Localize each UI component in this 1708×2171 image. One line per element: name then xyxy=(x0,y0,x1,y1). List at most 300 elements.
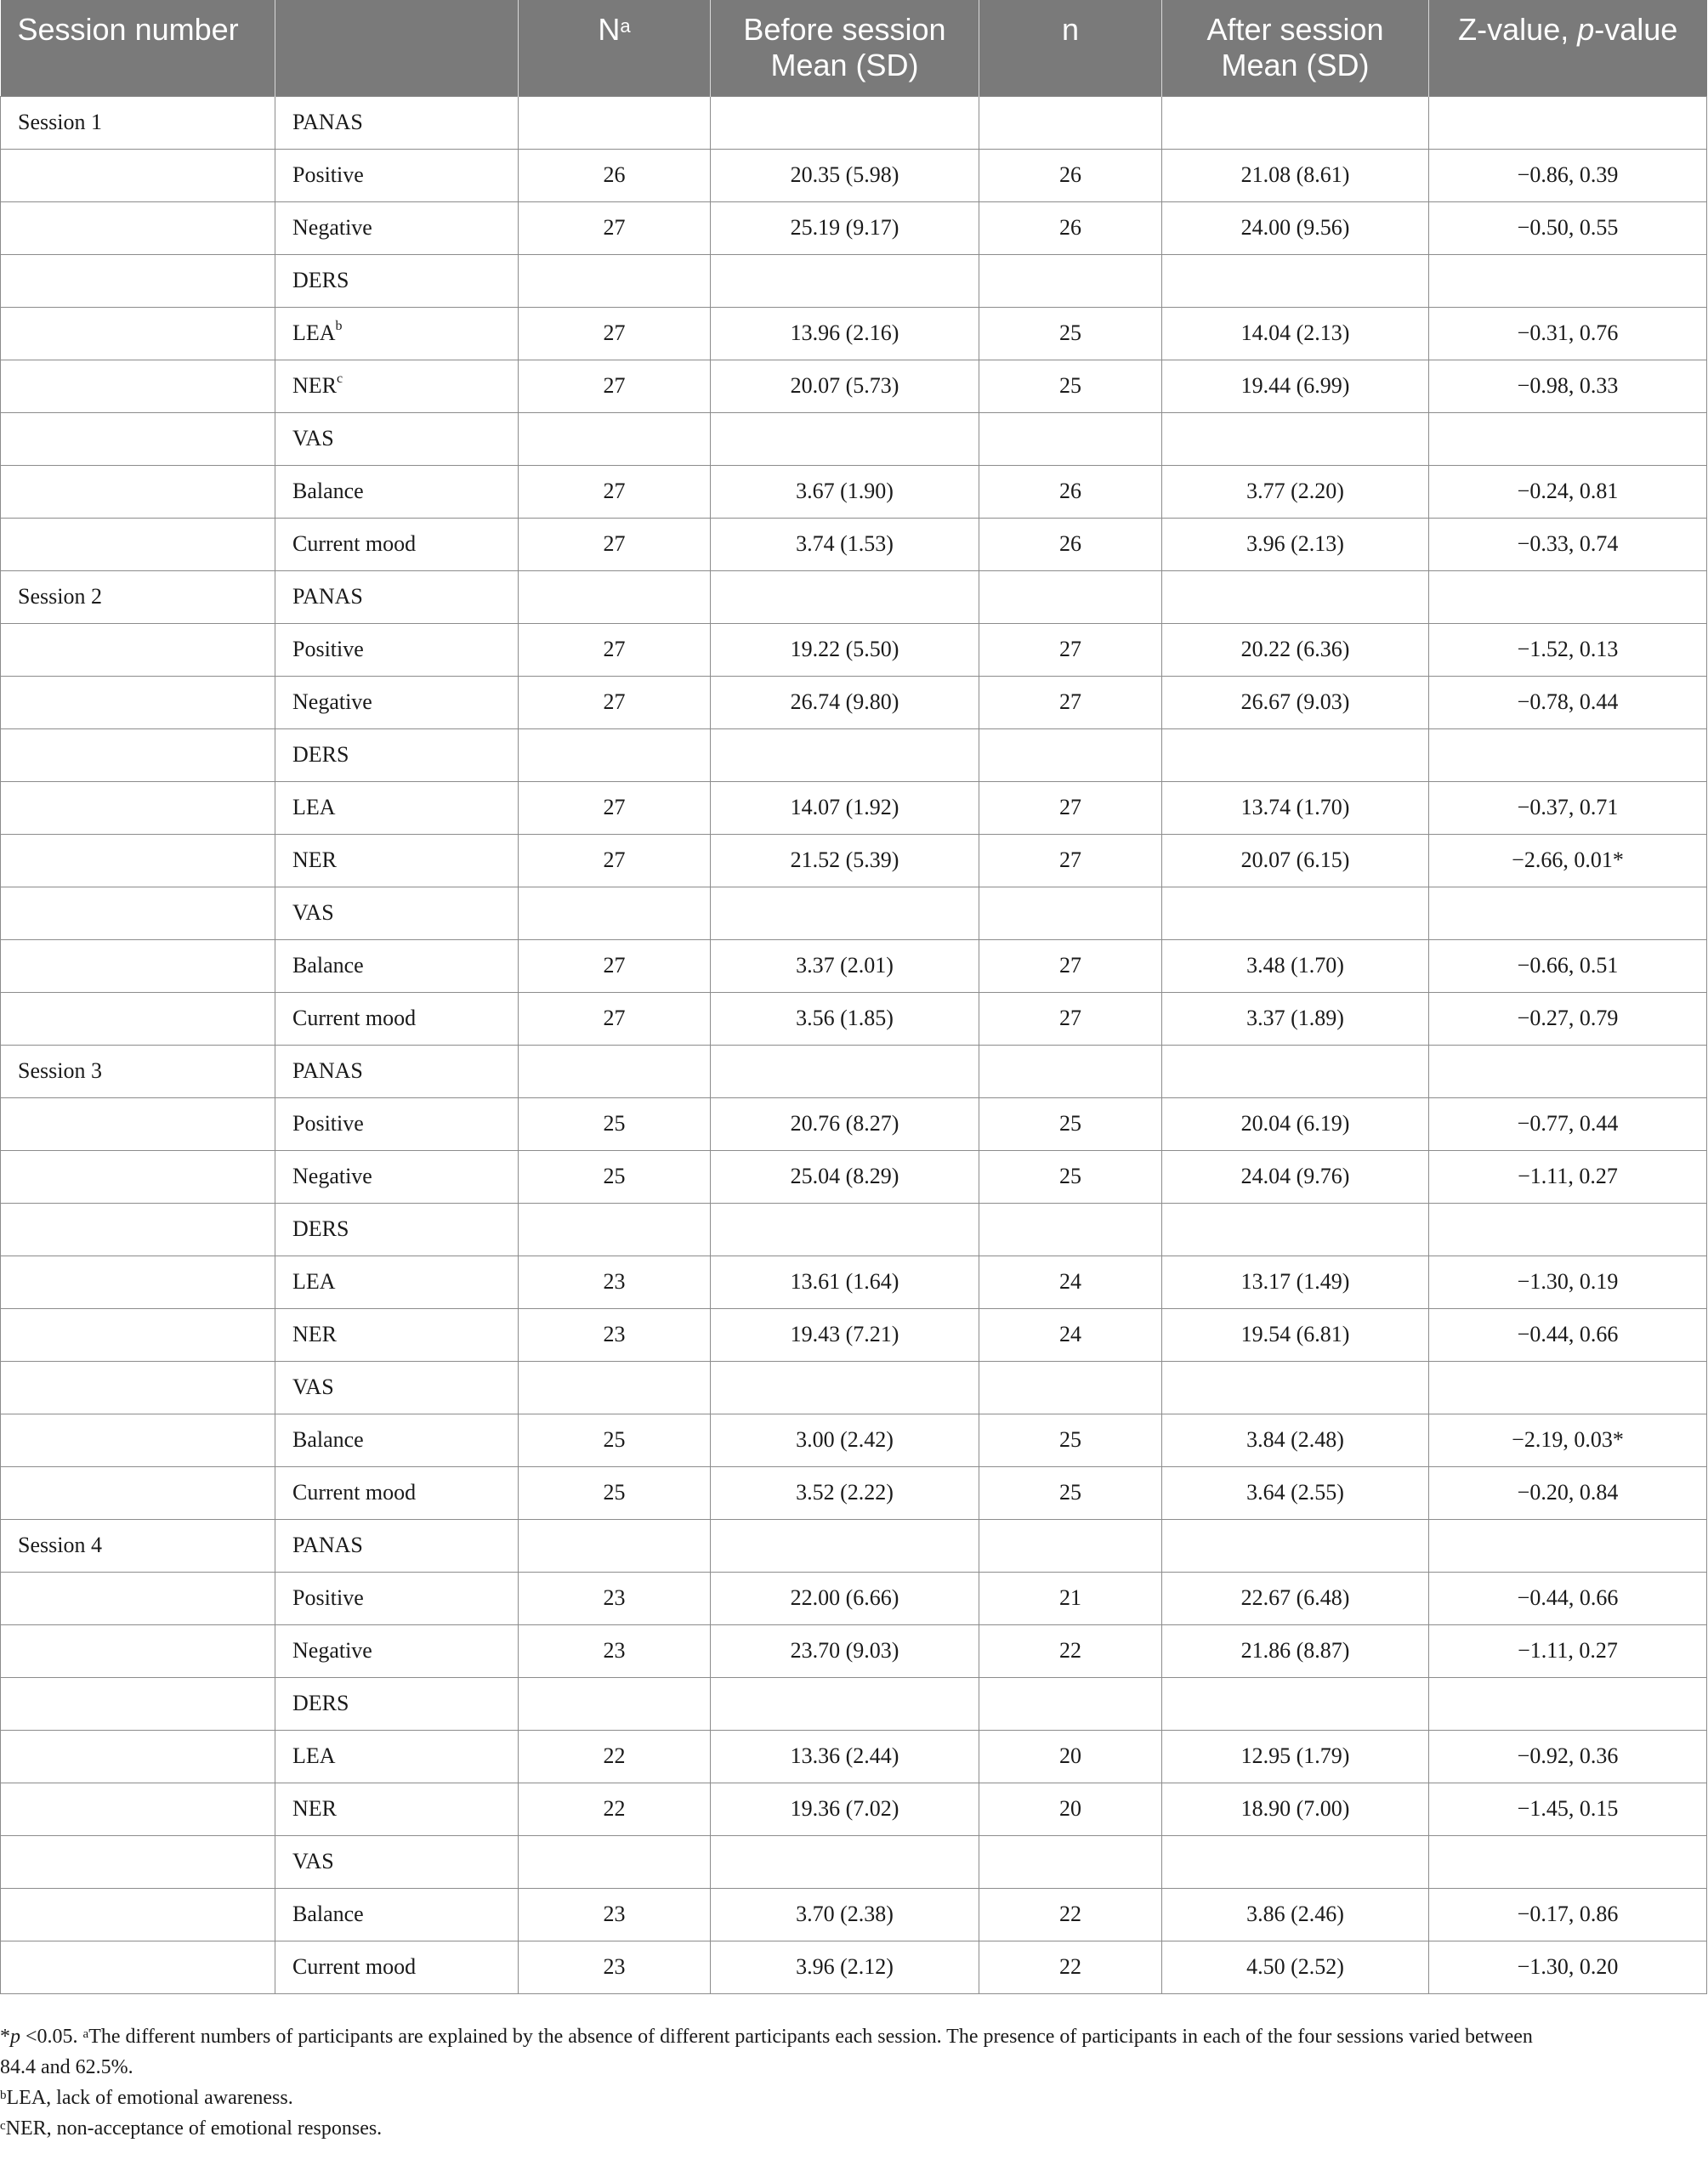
cell-measure xyxy=(275,1835,519,1888)
cell-measure-text: Balance xyxy=(292,1427,364,1452)
cell-N xyxy=(519,1519,711,1572)
cell-n-text: 27 xyxy=(1059,847,1081,872)
cell-n-text: 27 xyxy=(1059,953,1081,978)
cell-measure xyxy=(275,834,519,887)
cell-before-mean-sd xyxy=(711,728,979,781)
table-row xyxy=(1,1097,1707,1150)
cell-z-p-value xyxy=(1429,887,1707,939)
cell-measure xyxy=(275,201,519,254)
cell-N-text: 23 xyxy=(603,1638,626,1663)
measure-footnote-mark: b xyxy=(335,319,343,333)
cell-n xyxy=(979,1203,1162,1256)
cell-N xyxy=(519,307,711,360)
cell-N-text: 25 xyxy=(603,1480,626,1505)
cell-z-p-value-text: −0.20, 0.84 xyxy=(1517,1480,1619,1505)
table-row xyxy=(1,623,1707,676)
cell-measure xyxy=(275,570,519,623)
cell-after-mean-sd xyxy=(1162,1835,1429,1888)
cell-N xyxy=(519,1097,711,1150)
footnote-a-continued xyxy=(0,2052,1708,2083)
cell-z-p-value-text: −0.37, 0.71 xyxy=(1517,795,1619,819)
cell-n xyxy=(979,149,1162,201)
cell-after-mean-sd xyxy=(1162,1624,1429,1677)
cell-before-mean-sd xyxy=(711,939,979,992)
cell-before-mean-sd-text: 3.74 (1.53) xyxy=(796,531,894,556)
cell-z-p-value-text: −0.44, 0.66 xyxy=(1517,1322,1619,1346)
cell-n xyxy=(979,1888,1162,1941)
cell-z-p-value xyxy=(1429,1783,1707,1835)
cell-measure-text: VAS xyxy=(292,1849,334,1873)
cell-session xyxy=(1,360,275,412)
header-n-label: n xyxy=(1061,12,1080,47)
cell-N xyxy=(519,1624,711,1677)
cell-before-mean-sd-text: 3.00 (2.42) xyxy=(796,1427,894,1452)
cell-z-p-value xyxy=(1429,96,1707,149)
cell-N xyxy=(519,1414,711,1466)
footnote-a-text: The different numbers of participants are explained by the absence of different participants each session. The presence of participants in each of the four sessions varied between xyxy=(88,2026,1533,2048)
header-session-number-label: Session number xyxy=(17,12,239,47)
cell-measure xyxy=(275,1256,519,1308)
cell-session xyxy=(1,887,275,939)
cell-measure xyxy=(275,728,519,781)
cell-measure-text: LEA xyxy=(292,795,336,819)
cell-measure-text: PANAS xyxy=(292,110,363,134)
cell-after-mean-sd-text: 12.95 (1.79) xyxy=(1240,1743,1350,1768)
cell-z-p-value xyxy=(1429,1361,1707,1414)
cell-after-mean-sd xyxy=(1162,1256,1429,1308)
table-row xyxy=(1,1414,1707,1466)
cell-measure xyxy=(275,1783,519,1835)
cell-session xyxy=(1,1256,275,1308)
cell-after-mean-sd xyxy=(1162,1466,1429,1519)
cell-before-mean-sd-text: 20.76 (8.27) xyxy=(790,1111,899,1136)
cell-before-mean-sd xyxy=(711,1308,979,1361)
cell-n-text: 27 xyxy=(1059,1006,1081,1030)
cell-measure-text: Balance xyxy=(292,479,364,503)
cell-z-p-value-text: −0.86, 0.39 xyxy=(1517,162,1619,187)
cell-before-mean-sd xyxy=(711,465,979,518)
cell-z-p-value xyxy=(1429,1150,1707,1203)
cell-before-mean-sd-text: 3.52 (2.22) xyxy=(796,1480,894,1505)
cell-n xyxy=(979,254,1162,307)
cell-before-mean-sd-text: 19.22 (5.50) xyxy=(790,637,899,661)
cell-z-p-value xyxy=(1429,1677,1707,1730)
cell-N xyxy=(519,360,711,412)
cell-after-mean-sd xyxy=(1162,1045,1429,1097)
cell-before-mean-sd-text: 20.07 (5.73) xyxy=(790,373,899,398)
cell-before-mean-sd xyxy=(711,1730,979,1783)
cell-N xyxy=(519,465,711,518)
cell-before-mean-sd-text: 25.19 (9.17) xyxy=(790,215,899,240)
cell-N xyxy=(519,1783,711,1835)
cell-n xyxy=(979,728,1162,781)
cell-n xyxy=(979,201,1162,254)
cell-before-mean-sd xyxy=(711,1783,979,1835)
cell-N-text: 27 xyxy=(603,795,626,819)
cell-before-mean-sd xyxy=(711,96,979,149)
table-row xyxy=(1,1150,1707,1203)
cell-N xyxy=(519,1572,711,1624)
table-row xyxy=(1,1308,1707,1361)
cell-N xyxy=(519,992,711,1045)
cell-session xyxy=(1,96,275,149)
cell-session xyxy=(1,1888,275,1941)
cell-before-mean-sd-text: 20.35 (5.98) xyxy=(790,162,899,187)
cell-measure-text: Negative xyxy=(292,1164,372,1188)
cell-before-mean-sd-text: 25.04 (8.29) xyxy=(790,1164,899,1188)
cell-z-p-value xyxy=(1429,623,1707,676)
cell-n xyxy=(979,834,1162,887)
cell-z-p-value xyxy=(1429,360,1707,412)
cell-n-text: 26 xyxy=(1059,531,1081,556)
cell-before-mean-sd xyxy=(711,1888,979,1941)
cell-n-text: 27 xyxy=(1059,795,1081,819)
cell-after-mean-sd xyxy=(1162,623,1429,676)
cell-measure xyxy=(275,887,519,939)
footnote-b-text: LEA, lack of emotional awareness. xyxy=(6,2087,293,2109)
cell-before-mean-sd-text: 3.70 (2.38) xyxy=(796,1902,894,1926)
cell-session xyxy=(1,1308,275,1361)
cell-after-mean-sd-text: 22.67 (6.48) xyxy=(1240,1585,1350,1610)
table-row xyxy=(1,1783,1707,1835)
cell-measure-text: PANAS xyxy=(292,1058,363,1083)
cell-after-mean-sd-text: 14.04 (2.13) xyxy=(1240,320,1350,345)
cell-after-mean-sd-text: 3.86 (2.46) xyxy=(1246,1902,1344,1926)
cell-after-mean-sd xyxy=(1162,96,1429,149)
cell-measure xyxy=(275,939,519,992)
footnote-b xyxy=(0,2083,1708,2113)
cell-after-mean-sd-text: 24.04 (9.76) xyxy=(1240,1164,1350,1188)
cell-n-text: 25 xyxy=(1059,320,1081,345)
cell-N-text: 27 xyxy=(603,479,626,503)
cell-session xyxy=(1,1730,275,1783)
table-row xyxy=(1,149,1707,201)
cell-before-mean-sd-text: 3.37 (2.01) xyxy=(796,953,894,978)
cell-z-p-value xyxy=(1429,307,1707,360)
cell-measure-text: PANAS xyxy=(292,1533,363,1557)
table-body xyxy=(1,96,1707,1993)
cell-N xyxy=(519,1466,711,1519)
cell-before-mean-sd-text: 3.56 (1.85) xyxy=(796,1006,894,1030)
cell-before-mean-sd xyxy=(711,1361,979,1414)
cell-z-p-value-text: −0.44, 0.66 xyxy=(1517,1585,1619,1610)
cell-n xyxy=(979,939,1162,992)
cell-before-mean-sd xyxy=(711,887,979,939)
cell-before-mean-sd xyxy=(711,1045,979,1097)
cell-z-p-value-text: −1.30, 0.20 xyxy=(1517,1954,1619,1979)
cell-session xyxy=(1,1677,275,1730)
cell-measure xyxy=(275,1888,519,1941)
cell-measure xyxy=(275,1097,519,1150)
cell-measure-text: LEA xyxy=(292,1269,336,1294)
cell-measure-text: DERS xyxy=(292,1691,349,1715)
cell-N xyxy=(519,781,711,834)
cell-z-p-value-text: −0.98, 0.33 xyxy=(1517,373,1619,398)
table-row xyxy=(1,1045,1707,1097)
cell-measure-text: Positive xyxy=(292,1585,364,1610)
cell-session-text: Session 3 xyxy=(18,1058,102,1083)
cell-before-mean-sd-text: 19.43 (7.21) xyxy=(790,1322,899,1346)
cell-before-mean-sd xyxy=(711,201,979,254)
cell-z-p-value xyxy=(1429,1519,1707,1572)
cell-measure-text: LEA xyxy=(292,1743,336,1768)
cell-measure-text: Positive xyxy=(292,162,364,187)
cell-N xyxy=(519,570,711,623)
cell-N-text: 25 xyxy=(603,1111,626,1136)
cell-N-text: 27 xyxy=(603,373,626,398)
table-row xyxy=(1,887,1707,939)
cell-after-mean-sd xyxy=(1162,1730,1429,1783)
cell-n xyxy=(979,360,1162,412)
cell-after-mean-sd xyxy=(1162,1888,1429,1941)
footnote-p: p xyxy=(10,2026,20,2048)
cell-z-p-value-text: −0.66, 0.51 xyxy=(1517,953,1619,978)
cell-session xyxy=(1,149,275,201)
cell-n xyxy=(979,1150,1162,1203)
table-row xyxy=(1,412,1707,465)
cell-n xyxy=(979,1308,1162,1361)
cell-N-text: 27 xyxy=(603,320,626,345)
cell-measure xyxy=(275,1414,519,1466)
table-row xyxy=(1,201,1707,254)
cell-after-mean-sd-text: 20.22 (6.36) xyxy=(1240,637,1350,661)
footnote-a-text-2: 84.4 and 62.5%. xyxy=(0,2056,133,2078)
cell-before-mean-sd xyxy=(711,1466,979,1519)
header-row xyxy=(1,0,1707,96)
footnote-a-mark: a xyxy=(82,2027,89,2041)
cell-before-mean-sd xyxy=(711,570,979,623)
cell-measure xyxy=(275,781,519,834)
cell-n-text: 25 xyxy=(1059,1480,1081,1505)
cell-before-mean-sd xyxy=(711,307,979,360)
table-row xyxy=(1,518,1707,570)
cell-measure xyxy=(275,1361,519,1414)
cell-measure-text: NER xyxy=(292,1796,337,1821)
cell-measure xyxy=(275,96,519,149)
cell-n xyxy=(979,1466,1162,1519)
cell-measure xyxy=(275,518,519,570)
cell-N xyxy=(519,1888,711,1941)
footnote-c xyxy=(0,2113,1708,2144)
cell-after-mean-sd xyxy=(1162,1941,1429,1993)
cell-measure xyxy=(275,465,519,518)
cell-z-p-value-text: −0.33, 0.74 xyxy=(1517,531,1619,556)
cell-session xyxy=(1,518,275,570)
cell-measure xyxy=(275,1730,519,1783)
header-z-suffix: -value xyxy=(1594,12,1678,47)
cell-session xyxy=(1,570,275,623)
cell-N xyxy=(519,1730,711,1783)
cell-after-mean-sd xyxy=(1162,728,1429,781)
cell-N xyxy=(519,676,711,728)
cell-N-text: 27 xyxy=(603,1006,626,1030)
cell-N xyxy=(519,939,711,992)
cell-session xyxy=(1,1941,275,1993)
cell-measure xyxy=(275,254,519,307)
cell-measure-text: PANAS xyxy=(292,584,363,609)
cell-before-mean-sd-text: 13.96 (2.16) xyxy=(790,320,899,345)
cell-session xyxy=(1,781,275,834)
cell-after-mean-sd-text: 20.07 (6.15) xyxy=(1240,847,1350,872)
cell-before-mean-sd xyxy=(711,1150,979,1203)
cell-session xyxy=(1,676,275,728)
cell-session xyxy=(1,939,275,992)
cell-after-mean-sd-text: 4.50 (2.52) xyxy=(1246,1954,1344,1979)
cell-after-mean-sd xyxy=(1162,518,1429,570)
header-after-session xyxy=(1162,0,1429,96)
table-row xyxy=(1,1677,1707,1730)
cell-z-p-value xyxy=(1429,412,1707,465)
cell-after-mean-sd xyxy=(1162,1361,1429,1414)
cell-before-mean-sd-text: 3.67 (1.90) xyxy=(796,479,894,503)
cell-measure-text: LEA xyxy=(292,320,336,345)
cell-before-mean-sd-text: 23.70 (9.03) xyxy=(790,1638,899,1663)
cell-N-text: 27 xyxy=(603,531,626,556)
table-row xyxy=(1,781,1707,834)
cell-z-p-value xyxy=(1429,1466,1707,1519)
cell-measure-text: NER xyxy=(292,847,337,872)
cell-session xyxy=(1,201,275,254)
cell-session xyxy=(1,1045,275,1097)
cell-measure-text: Negative xyxy=(292,689,372,714)
cell-measure xyxy=(275,1572,519,1624)
cell-N-text: 23 xyxy=(603,1902,626,1926)
cell-N xyxy=(519,834,711,887)
cell-N-text: 27 xyxy=(603,953,626,978)
cell-after-mean-sd-text: 13.17 (1.49) xyxy=(1240,1269,1350,1294)
cell-z-p-value xyxy=(1429,992,1707,1045)
cell-z-p-value-text: −0.77, 0.44 xyxy=(1517,1111,1619,1136)
cell-N-text: 23 xyxy=(603,1269,626,1294)
cell-after-mean-sd xyxy=(1162,1783,1429,1835)
cell-N-text: 27 xyxy=(603,215,626,240)
cell-after-mean-sd xyxy=(1162,149,1429,201)
cell-z-p-value xyxy=(1429,1097,1707,1150)
cell-n-text: 24 xyxy=(1059,1322,1081,1346)
cell-before-mean-sd-text: 22.00 (6.66) xyxy=(790,1585,899,1610)
cell-N xyxy=(519,1045,711,1097)
cell-measure xyxy=(275,1045,519,1097)
header-after-line1: After session xyxy=(1206,12,1384,47)
footnote-star: * xyxy=(0,2026,10,2048)
header-before-line1: Before session xyxy=(743,12,946,47)
cell-n xyxy=(979,887,1162,939)
cell-n xyxy=(979,570,1162,623)
cell-session xyxy=(1,1414,275,1466)
cell-measure-text: Current mood xyxy=(292,1954,417,1979)
cell-n xyxy=(979,1941,1162,1993)
cell-n xyxy=(979,1414,1162,1466)
cell-N-text: 27 xyxy=(603,637,626,661)
cell-measure xyxy=(275,1308,519,1361)
cell-session xyxy=(1,1572,275,1624)
cell-z-p-value xyxy=(1429,939,1707,992)
cell-after-mean-sd xyxy=(1162,1519,1429,1572)
cell-before-mean-sd xyxy=(711,1677,979,1730)
cell-measure-text: Negative xyxy=(292,215,372,240)
cell-before-mean-sd xyxy=(711,518,979,570)
cell-before-mean-sd xyxy=(711,1941,979,1993)
cell-after-mean-sd xyxy=(1162,465,1429,518)
table-row xyxy=(1,307,1707,360)
cell-measure xyxy=(275,1203,519,1256)
cell-after-mean-sd-text: 3.48 (1.70) xyxy=(1246,953,1344,978)
cell-N xyxy=(519,623,711,676)
cell-after-mean-sd-text: 3.37 (1.89) xyxy=(1246,1006,1344,1030)
cell-z-p-value-text: −0.50, 0.55 xyxy=(1517,215,1619,240)
cell-z-p-value xyxy=(1429,1888,1707,1941)
cell-z-p-value-text: −2.66, 0.01* xyxy=(1512,847,1624,872)
cell-before-mean-sd xyxy=(711,992,979,1045)
cell-n xyxy=(979,676,1162,728)
cell-after-mean-sd-text: 19.54 (6.81) xyxy=(1240,1322,1350,1346)
cell-measure xyxy=(275,1677,519,1730)
cell-after-mean-sd-text: 19.44 (6.99) xyxy=(1240,373,1350,398)
table-row xyxy=(1,676,1707,728)
cell-after-mean-sd xyxy=(1162,1097,1429,1150)
cell-N xyxy=(519,201,711,254)
cell-session xyxy=(1,1466,275,1519)
cell-before-mean-sd xyxy=(711,360,979,412)
cell-z-p-value xyxy=(1429,518,1707,570)
cell-N xyxy=(519,412,711,465)
cell-after-mean-sd xyxy=(1162,939,1429,992)
cell-measure xyxy=(275,412,519,465)
cell-after-mean-sd xyxy=(1162,676,1429,728)
cell-session-text: Session 2 xyxy=(18,584,102,609)
header-N-label: N xyxy=(598,12,621,47)
cell-z-p-value xyxy=(1429,201,1707,254)
cell-N-text: 23 xyxy=(603,1585,626,1610)
table-row xyxy=(1,1835,1707,1888)
cell-N xyxy=(519,887,711,939)
cell-N xyxy=(519,1677,711,1730)
cell-session xyxy=(1,1519,275,1572)
cell-N xyxy=(519,1203,711,1256)
cell-after-mean-sd xyxy=(1162,412,1429,465)
cell-n xyxy=(979,1624,1162,1677)
cell-n-text: 22 xyxy=(1059,1638,1081,1663)
cell-measure xyxy=(275,992,519,1045)
cell-z-p-value xyxy=(1429,465,1707,518)
cell-z-p-value-text: −1.11, 0.27 xyxy=(1518,1638,1618,1663)
cell-measure xyxy=(275,1519,519,1572)
cell-before-mean-sd-text: 19.36 (7.02) xyxy=(790,1796,899,1821)
header-n xyxy=(979,0,1162,96)
cell-N-text: 27 xyxy=(603,847,626,872)
cell-z-p-value-text: −1.45, 0.15 xyxy=(1517,1796,1619,1821)
cell-z-p-value-text: −1.52, 0.13 xyxy=(1517,637,1619,661)
cell-measure-text: VAS xyxy=(292,900,334,925)
cell-after-mean-sd xyxy=(1162,781,1429,834)
cell-after-mean-sd xyxy=(1162,1414,1429,1466)
cell-n-text: 24 xyxy=(1059,1269,1081,1294)
cell-N-text: 25 xyxy=(603,1164,626,1188)
cell-N xyxy=(519,1150,711,1203)
cell-z-p-value xyxy=(1429,676,1707,728)
cell-session xyxy=(1,1203,275,1256)
cell-z-p-value xyxy=(1429,1308,1707,1361)
cell-N xyxy=(519,149,711,201)
table-row xyxy=(1,1888,1707,1941)
cell-after-mean-sd-text: 3.96 (2.13) xyxy=(1246,531,1344,556)
cell-before-mean-sd xyxy=(711,412,979,465)
cell-measure-text: DERS xyxy=(292,742,349,767)
cell-z-p-value xyxy=(1429,1203,1707,1256)
footnote-b-mark: b xyxy=(0,2089,7,2102)
cell-N-text: 25 xyxy=(603,1427,626,1452)
cell-measure-text: Current mood xyxy=(292,1480,417,1505)
